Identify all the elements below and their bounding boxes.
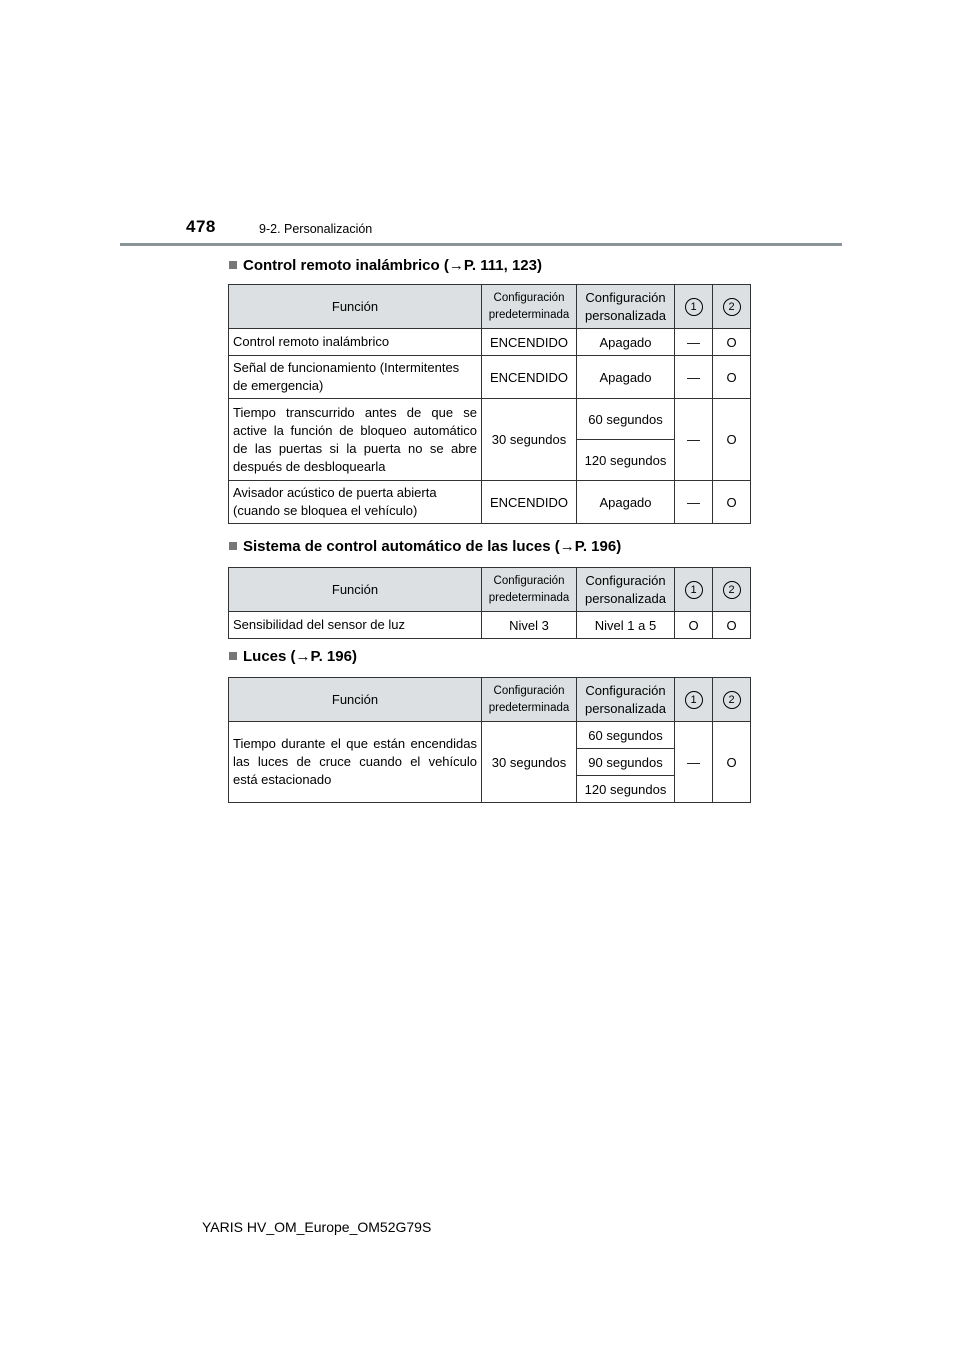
cell-default: 30 segundos xyxy=(482,399,577,481)
cell-function: Sensibilidad del sensor de luz xyxy=(229,612,482,639)
settings-table xyxy=(228,677,751,803)
cell-function: Señal de funcionamiento (Intermitentes de emergencia) xyxy=(229,356,482,399)
table-header-row xyxy=(229,568,751,612)
table-row xyxy=(229,481,751,524)
col-header-2: 2 xyxy=(713,285,751,329)
cell-col1: O xyxy=(675,612,713,639)
col-header-1: 1 xyxy=(675,678,713,722)
section-heading-text: Sistema de control automático de las luces (→P. 196) xyxy=(243,537,622,555)
cell-custom: 120 segundos xyxy=(577,776,675,803)
cell-col1: — xyxy=(675,481,713,524)
table-header-row xyxy=(229,678,751,722)
col-header-default: Configuración predeterminada xyxy=(482,285,577,329)
table-row xyxy=(229,329,751,356)
table-row xyxy=(229,722,751,749)
cell-custom: Apagado xyxy=(577,329,675,356)
cell-default: ENCENDIDO xyxy=(482,329,577,356)
cell-default: ENCENDIDO xyxy=(482,481,577,524)
header-rule xyxy=(120,243,842,246)
col-header-default: Configuración predeterminada xyxy=(482,568,577,612)
cell-col2: O xyxy=(713,329,751,356)
table-row xyxy=(229,399,751,440)
bullet-square-icon xyxy=(229,261,237,269)
col-header-2: 2 xyxy=(713,678,751,722)
cell-col1: — xyxy=(675,329,713,356)
footer-doc-id: YARIS HV_OM_Europe_OM52G79S xyxy=(202,1219,432,1235)
cell-function: Avisador acústico de puerta abierta (cuando se bloquea el vehículo) xyxy=(229,481,482,524)
cell-custom: Nivel 1 a 5 xyxy=(577,612,675,639)
section-heading-text: Luces (→P. 196) xyxy=(243,647,357,665)
section-lights xyxy=(228,646,750,803)
page-number: 478 xyxy=(186,217,216,236)
cell-custom: Apagado xyxy=(577,481,675,524)
col-header-default: Configuración predeterminada xyxy=(482,678,577,722)
cell-custom: 120 segundos xyxy=(577,440,675,481)
section-auto-lights xyxy=(228,536,750,639)
col-header-function: Función xyxy=(229,568,482,612)
cell-default: Nivel 3 xyxy=(482,612,577,639)
settings-table xyxy=(228,284,751,524)
table-header-row xyxy=(229,285,751,329)
col-header-custom: Configuración personalizada xyxy=(577,568,675,612)
cell-custom: 60 segundos xyxy=(577,399,675,440)
cell-col1: — xyxy=(675,722,713,803)
cell-col2: O xyxy=(713,612,751,639)
col-header-function: Función xyxy=(229,678,482,722)
settings-table xyxy=(228,567,751,639)
col-header-1: 1 xyxy=(675,285,713,329)
col-header-2: 2 xyxy=(713,568,751,612)
bullet-square-icon xyxy=(229,652,237,660)
cell-custom: 90 segundos xyxy=(577,749,675,776)
col-header-custom: Configuración personalizada xyxy=(577,678,675,722)
cell-function: Tiempo transcurrido antes de que se active la función de bloqueo automático de las puertas si la puerta no se abre después de desbloquearla xyxy=(229,399,482,481)
col-header-1: 1 xyxy=(675,568,713,612)
cell-custom: Apagado xyxy=(577,356,675,399)
section-heading xyxy=(229,646,750,666)
col-header-function: Función xyxy=(229,285,482,329)
section-heading xyxy=(229,536,750,556)
cell-col1: — xyxy=(675,399,713,481)
cell-function: Tiempo durante el que están encendidas las luces de cruce cuando el vehículo está estacionado xyxy=(229,722,482,803)
section-heading xyxy=(229,255,750,275)
cell-col2: O xyxy=(713,399,751,481)
cell-default: 30 segundos xyxy=(482,722,577,803)
cell-col2: O xyxy=(713,356,751,399)
table-row xyxy=(229,356,751,399)
section-title: 9-2. Personalización xyxy=(259,222,373,236)
table-row xyxy=(229,612,751,639)
cell-function: Control remoto inalámbrico xyxy=(229,329,482,356)
cell-col2: O xyxy=(713,481,751,524)
section-remote-control xyxy=(228,255,750,524)
cell-col1: — xyxy=(675,356,713,399)
section-heading-text: Control remoto inalámbrico (→P. 111, 123) xyxy=(243,256,542,274)
bullet-square-icon xyxy=(229,542,237,550)
col-header-custom: Configuración personalizada xyxy=(577,285,675,329)
cell-col2: O xyxy=(713,722,751,803)
cell-default: ENCENDIDO xyxy=(482,356,577,399)
cell-custom: 60 segundos xyxy=(577,722,675,749)
